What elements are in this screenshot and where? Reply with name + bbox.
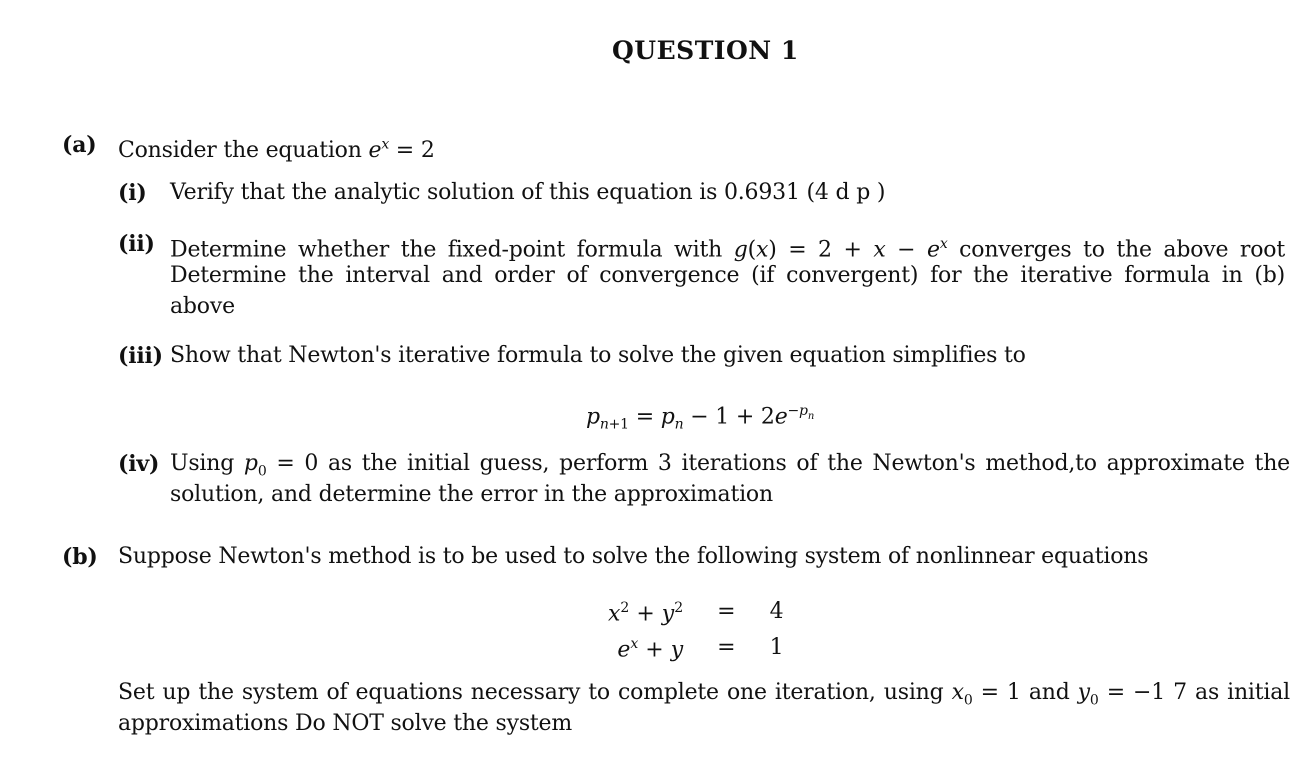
system-row-2-lhs: $e^x + y$ xyxy=(617,636,684,663)
item-ii-line-1: Determine whether the fixed-point formula with $g(x) = 2 + x - e^x$ converges to the above root xyxy=(170,236,1285,263)
item-iv-label: (iv) xyxy=(118,451,160,477)
item-i-label: (i) xyxy=(118,180,147,206)
item-i-text: Verify that the analytic solution of this equation is 0.6931 (4 d p ) xyxy=(170,180,886,205)
system-row-1-rhs: 4 xyxy=(769,598,784,624)
system-row-1-op: = xyxy=(717,598,736,624)
item-iv-line-1: Using $p_0 = 0$ as the initial guess, perform 3 iterations of the Newton's method,to approximate the xyxy=(170,451,1290,480)
item-iii-text: Show that Newton's iterative formula to solve the given equation simplifies to xyxy=(170,343,1026,368)
item-ii-label: (ii) xyxy=(118,231,155,257)
part-b-line-2: approximations Do NOT solve the system xyxy=(118,711,573,736)
question-title: QUESTION 1 xyxy=(612,36,799,65)
system-row-1 xyxy=(600,593,792,629)
part-b-label: (b) xyxy=(62,544,98,570)
part-a-intro-text: Consider the equation $e^x = 2$ xyxy=(118,137,435,164)
newton-formula: $p_{n+1} = p_n - 1 + 2e^{-p_n}$ xyxy=(585,403,815,433)
part-b-intro: Suppose Newton's method is to be used to solve the following system of nonlinnear equations xyxy=(118,544,1149,569)
part-b-line-1: Set up the system of equations necessary to complete one iteration, using $x_0 = 1$ and $y_0 = -1$ 7 as initial xyxy=(118,680,1290,709)
system-row-2 xyxy=(600,629,792,665)
item-iv-line-2: solution, and determine the error in the approximation xyxy=(170,482,773,507)
system-row-1-lhs: $x^2 + y^2$ xyxy=(608,600,684,627)
system-row-2-rhs: 1 xyxy=(769,634,784,660)
system-row-2-op: = xyxy=(717,634,736,660)
item-ii-line-2: Determine the interval and order of convergence (if convergent) for the iterative formula in (b) xyxy=(170,263,1285,288)
equation-system xyxy=(600,593,792,666)
part-a-label: (a) xyxy=(62,132,97,158)
item-iii-label: (iii) xyxy=(118,343,163,369)
part-a-intro xyxy=(118,130,435,166)
item-ii-line-3: above xyxy=(170,294,235,319)
